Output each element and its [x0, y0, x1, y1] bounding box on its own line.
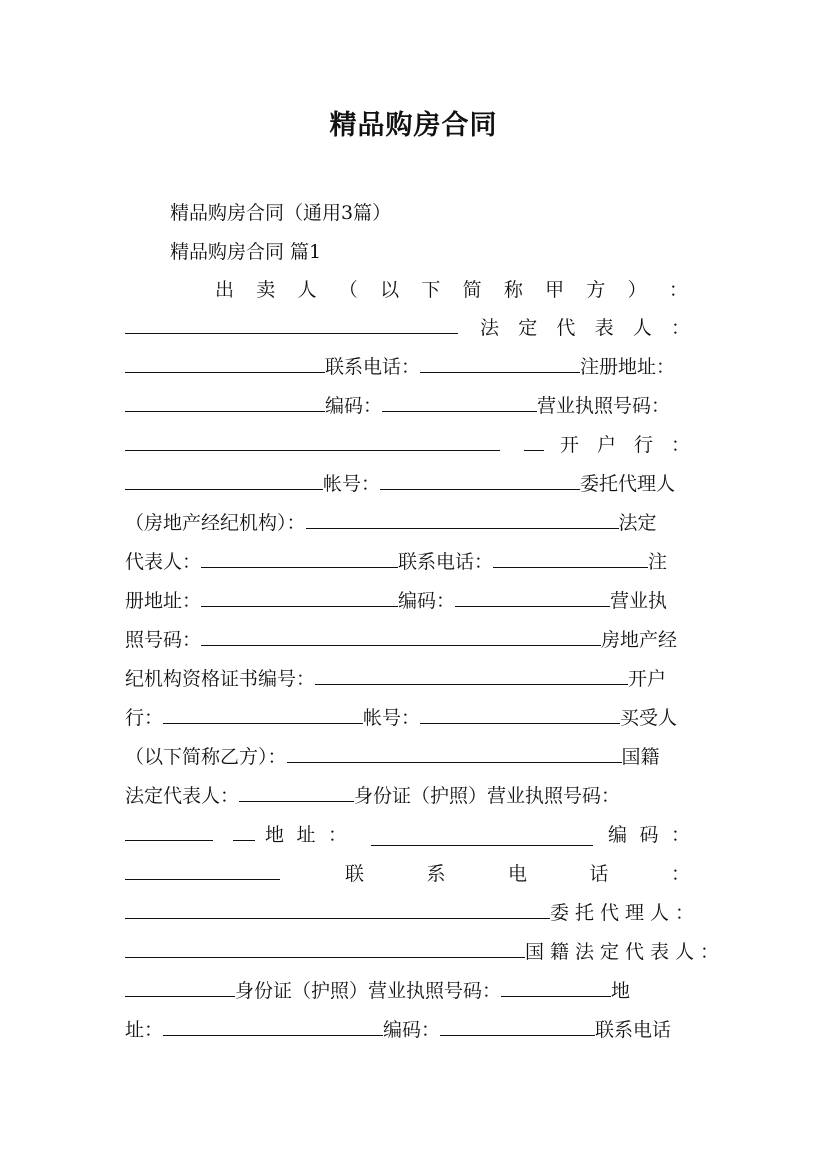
buyer-phone-line: 联 系 电 话 ： [125, 859, 703, 889]
bank-line: 开 户 行 ： [125, 430, 703, 460]
cert-line: 纪机构资格证书编号： 开户 [125, 664, 703, 694]
buyer-line: （以下简称乙方）： 国籍 [125, 742, 703, 772]
seller-heading-line: 出 卖 人 （ 以 下 简 称 甲 方 ） ： [215, 279, 688, 301]
account-agent-line: 帐号： 委托代理人 [125, 469, 703, 499]
buyer-agent-line: 委托代理人： [125, 898, 703, 928]
agent-address-line: 址： 编码： 联系电话 [125, 1015, 703, 1045]
agency-bank-line: 行： 帐号： 买受人 [125, 703, 703, 733]
buyer-address-line: 地 址 ： 编 码 ： [125, 820, 703, 850]
agency-line: （房地产经纪机构）： 法定 [125, 508, 703, 538]
buyer-rep-line: 法定代表人： 身份证（护照）营业执照号码： [125, 781, 703, 811]
agency-rep-line: 代表人： 联系电话： 注 [125, 547, 703, 577]
agency-addr-line: 册地址： 编码： 营业执 [125, 586, 703, 616]
section-title: 精品购房合同 篇1 [170, 241, 322, 263]
document-subtitle: 精品购房合同（通用3篇） [170, 202, 392, 224]
seller-name-blank [125, 314, 458, 334]
legal-rep-line: 法 定 代 表 人 ： [125, 313, 703, 343]
phone-reg-line: 联系电话： 注册地址： [125, 352, 703, 382]
agency-license-line: 照号码： 房地产经 [125, 625, 703, 655]
agent-id-line: 身份证（护照）营业执照号码： 地 [125, 976, 703, 1006]
document-title: 精品购房合同 [329, 110, 498, 141]
postcode-license-line: 编码： 营业执照号码： [125, 391, 703, 421]
agent-nationality-line: 国籍法定代表人： [125, 937, 703, 967]
